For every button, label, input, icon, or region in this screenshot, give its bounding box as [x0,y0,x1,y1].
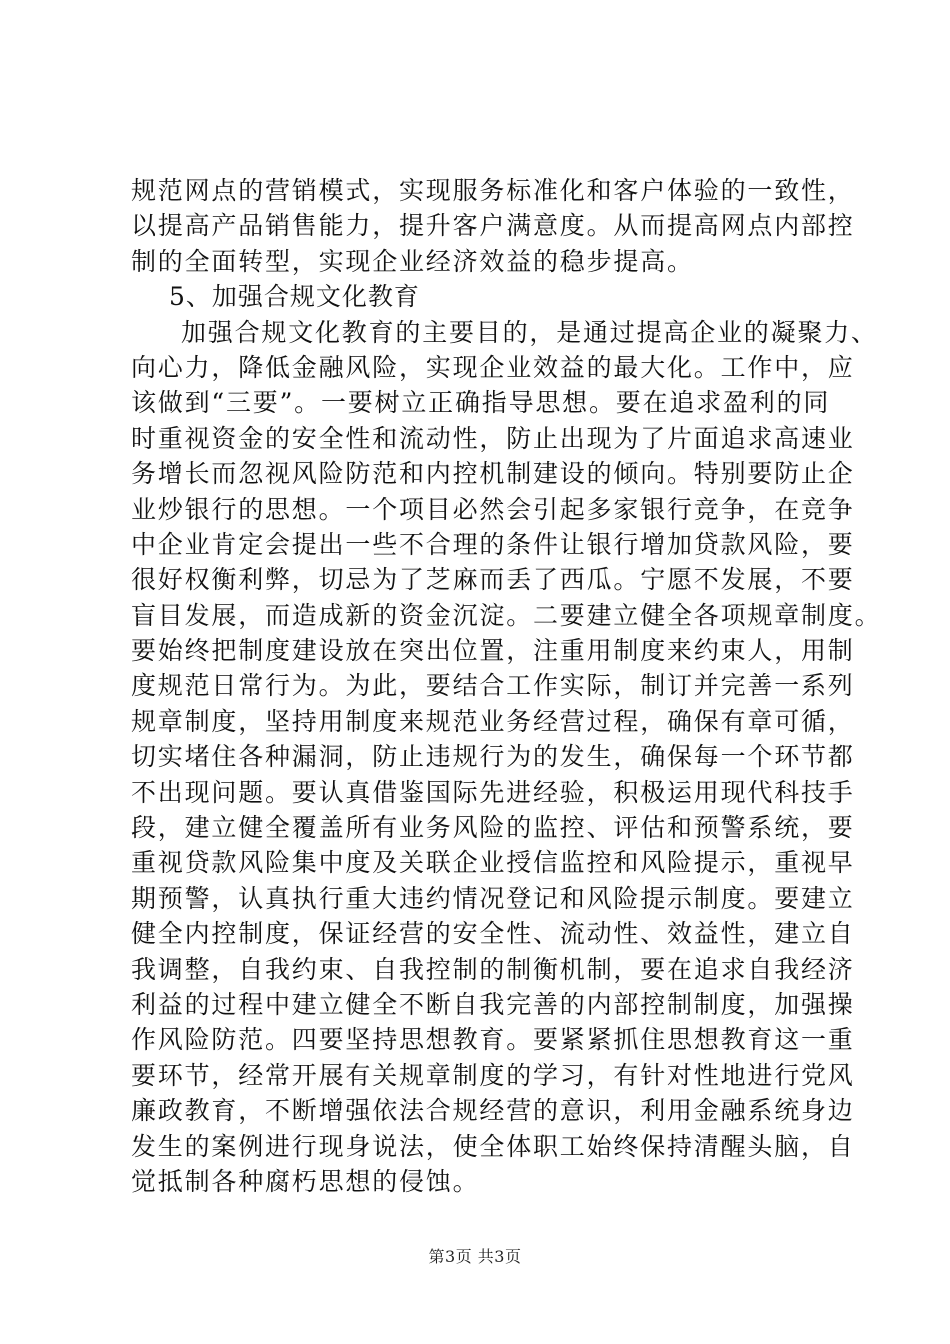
text-line: 要环节，经常开展有关规章制度的学习，有针对性地进行党风 [131,1060,855,1090]
text-line: 廉政教育，不断增强依法合规经营的意识，利用金融系统身边 [131,1096,855,1126]
text-line: 以提高产品销售能力，提升客户满意度。从而提高网点内部控 [131,211,855,241]
text-line: 规章制度，坚持用制度来规范业务经营过程，确保有章可循， [131,706,855,736]
text-line: 务增长而忽视风险防范和内控机制建设的倾向。特别要防止企 [131,459,855,489]
text-line: 切实堵住各种漏洞，防止违规行为的发生，确保每一个环节都 [131,742,855,772]
text-line: 健全内控制度，保证经营的安全性、流动性、效益性，建立自 [131,919,855,949]
text-line: 规范网点的营销模式，实现服务标准化和客户体验的一致性， [131,176,855,205]
text-line: 业炒银行的思想。一个项目必然会引起多家银行竞争，在竞争 [131,494,855,524]
text-line: 作风险防范。四要坚持思想教育。要紧紧抓住思想教育这一重 [131,1025,855,1055]
text-line: 度规范日常行为。为此，要结合工作实际，制订并完善一系列 [131,671,855,701]
text-line: 向心力，降低金融风险，实现企业效益的最大化。工作中，应 [131,352,855,382]
text-line: 段，建立健全覆盖所有业务风险的监控、评估和预警系统，要 [131,813,855,843]
text-line: 要始终把制度建设放在突出位置，注重用制度来约束人，用制 [131,636,855,666]
text-line: 时重视资金的安全性和流动性，防止出现为了片面追求高速业 [131,423,855,453]
text-line: 加强合规文化教育的主要目的，是通过提高企业的凝聚力、 [181,317,878,347]
text-line: 不出现问题。要认真借鉴国际先进经验，积极运用现代科技手 [131,777,855,807]
text-line: 该做到“三要”。一要树立正确指导思想。要在追求盈利的同 [131,388,831,418]
text-line: 很好权衡利弊，切忌为了芝麻而丢了西瓜。宁愿不发展，不要 [131,565,855,595]
text-line: 中企业肯定会提出一些不合理的条件让银行增加贷款风险，要 [131,529,855,559]
text-line: 我调整，自我约束、自我控制的制衡机制，要在追求自我经济 [131,954,855,984]
text-line: 重视贷款风险集中度及关联企业授信监控和风险提示，重视早 [131,848,855,878]
section-heading: 5、加强合规文化教育 [169,282,420,312]
text-line: 期预警，认真执行重大违约情况登记和风险提示制度。要建立 [131,883,855,913]
text-line: 盲目发展，而造成新的资金沉淀。二要建立健全各项规章制度。 [131,600,882,630]
page-footer: 第3页 共3页 [428,1247,522,1266]
text-line: 发生的案例进行现身说法，使全体职工始终保持清醒头脑，自 [131,1131,855,1161]
text-line: 利益的过程中建立健全不断自我完善的内部控制制度，加强操 [131,989,855,1019]
text-line: 觉抵制各种腐朽思想的侵蚀。 [131,1166,480,1196]
body-text [131,173,882,1199]
text-line: 制的全面转型，实现企业经济效益的稳步提高。 [131,246,694,276]
